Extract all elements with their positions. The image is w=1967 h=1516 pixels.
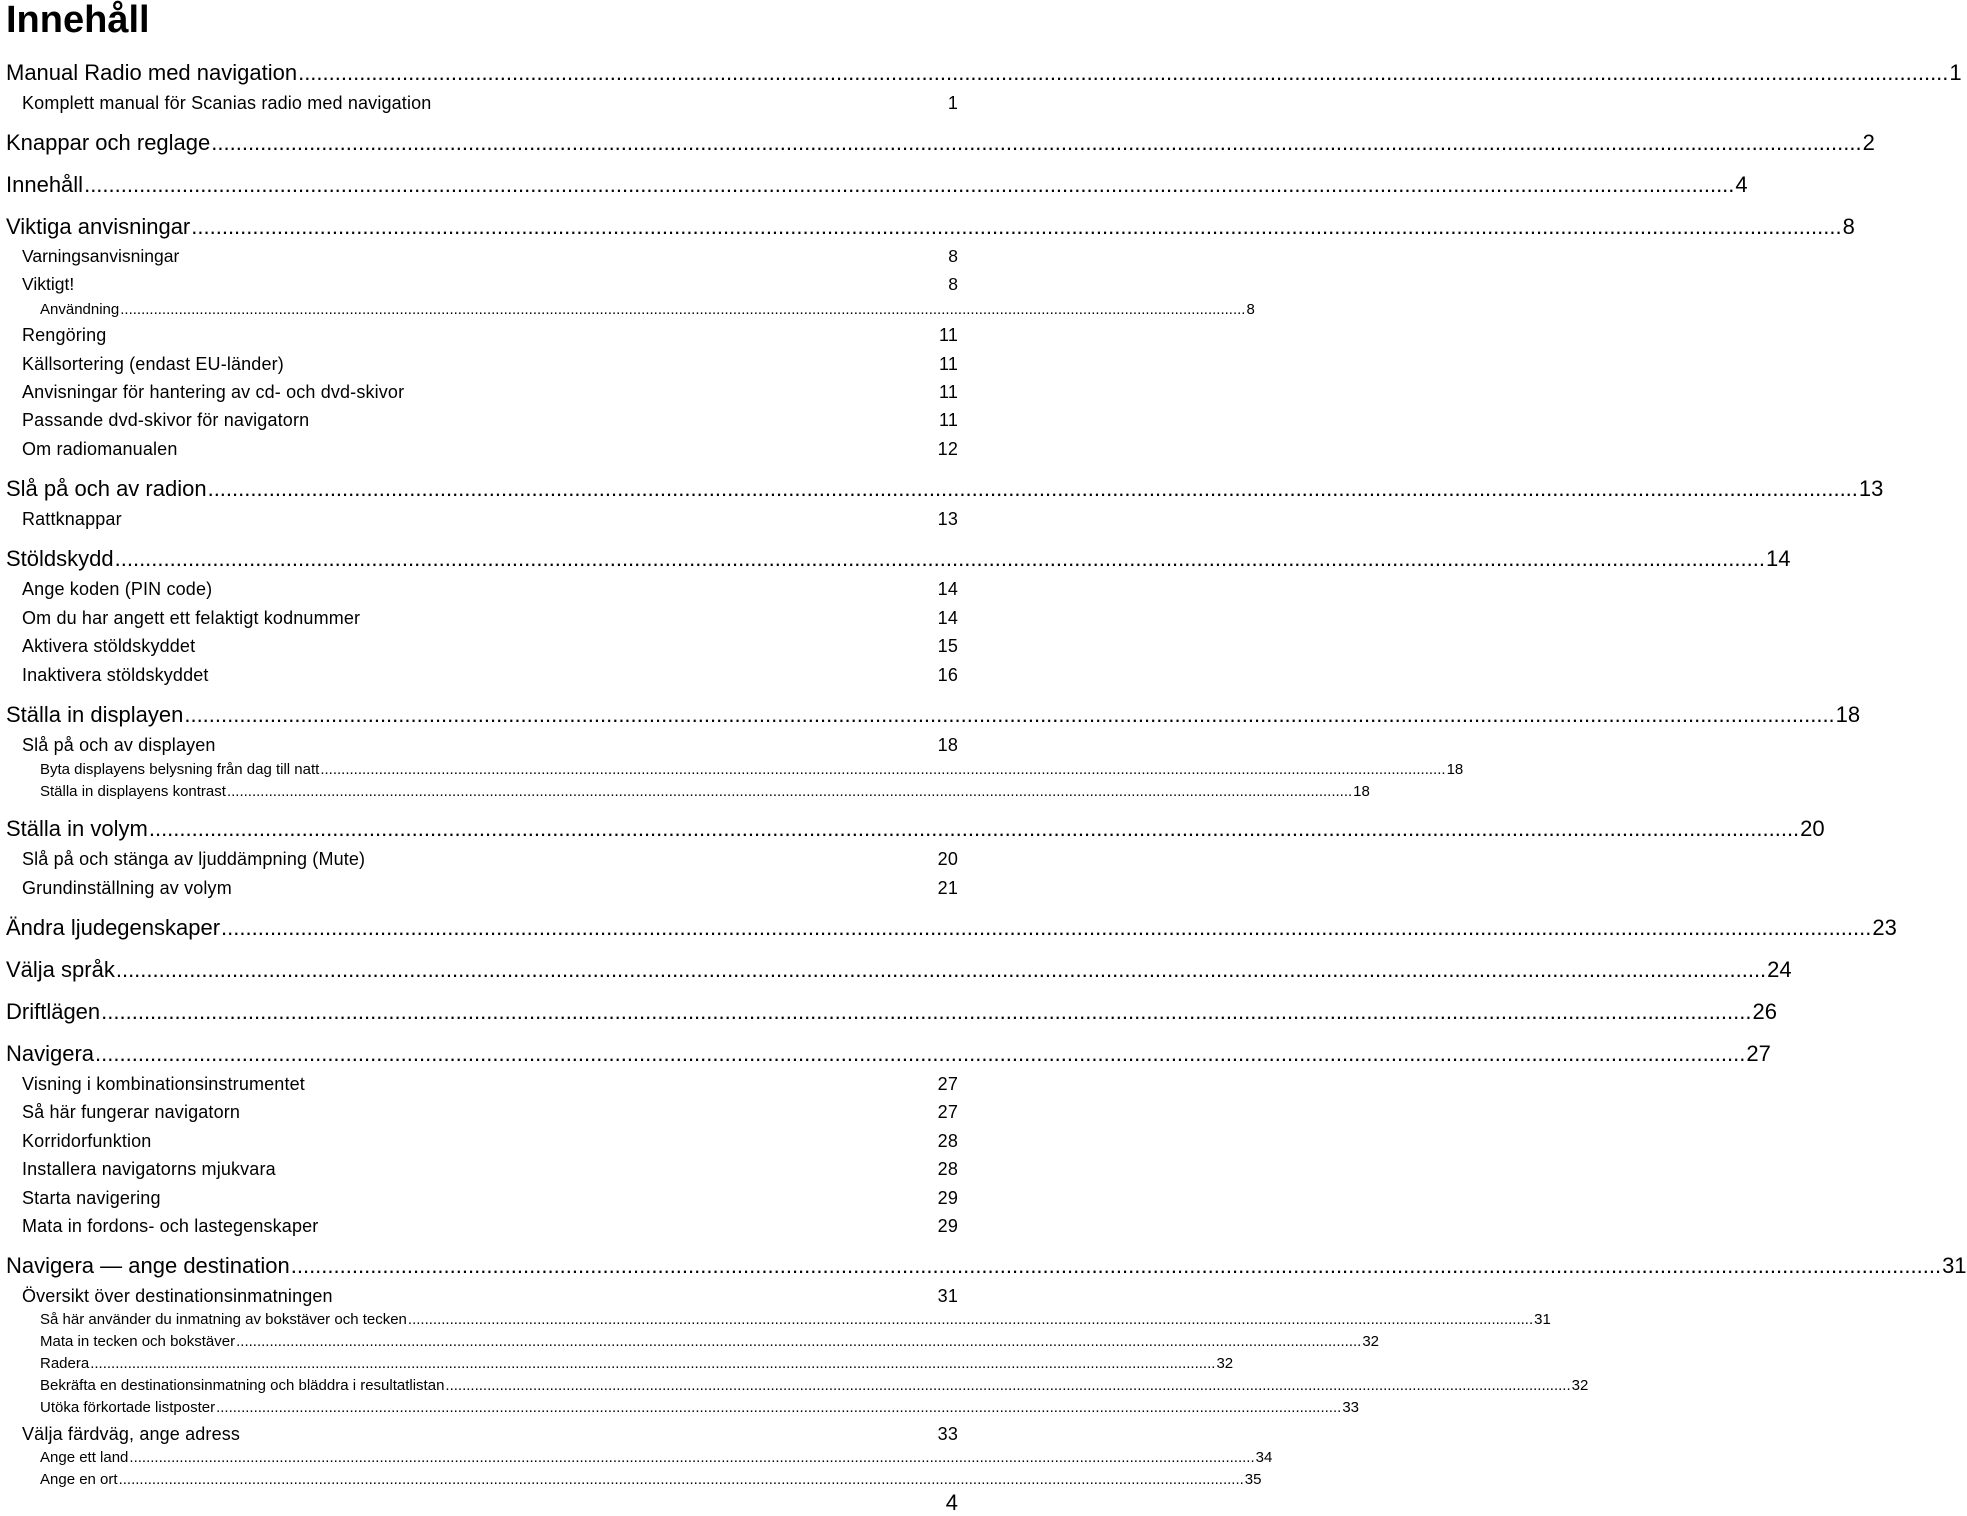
- toc-entry-page: 31: [1534, 1311, 1551, 1328]
- toc-entry-label: Ange koden (PIN code): [22, 579, 213, 599]
- toc-entry-label: Grundinställning av volym: [22, 878, 232, 898]
- toc-entry-label: Innehåll: [6, 172, 84, 197]
- toc-entry-label: Så här fungerar navigatorn: [22, 1102, 241, 1122]
- toc-entry-label: Om du har angett ett felaktigt kodnummer: [22, 608, 361, 628]
- page-title: Innehåll: [6, 0, 150, 41]
- toc-entry-label: Anvisningar för hantering av cd- och dvd-skivor: [22, 382, 405, 402]
- toc-entry-page: 8: [948, 274, 958, 294]
- toc-entry-page: 11: [939, 382, 958, 402]
- toc-entry[interactable]: [22, 875, 958, 899]
- toc-entry-page: 11: [939, 325, 958, 345]
- toc-entry[interactable]: [6, 58, 1962, 86]
- toc-entry-label: Ställa in volym: [6, 816, 148, 841]
- toc-entry-page: 4: [1735, 172, 1748, 197]
- toc-entry-label: Varningsanvisningar: [22, 246, 180, 266]
- toc-entry-label: Stöldskydd: [6, 546, 114, 571]
- toc-entry[interactable]: [40, 1468, 1262, 1488]
- toc-entry-leader: ..............................................................................................................................................................................................................................................................................: [207, 476, 1858, 501]
- toc-entry-label: Driftlägen: [6, 999, 101, 1024]
- toc-entry[interactable]: [40, 1396, 1359, 1416]
- toc-entry-label: Viktiga anvisningar: [6, 214, 191, 239]
- toc-entry-page: 31: [1942, 1253, 1967, 1278]
- toc-entry[interactable]: [22, 436, 958, 460]
- toc-entry-label: Rattknappar: [22, 509, 122, 529]
- toc-entry-page: 1: [947, 93, 958, 113]
- toc-entry-page: 14: [937, 579, 958, 599]
- toc-entry-page: 28: [937, 1131, 958, 1151]
- toc-entry[interactable]: [22, 846, 958, 870]
- toc-entry-page: 33: [937, 1424, 958, 1444]
- toc-entry[interactable]: [40, 298, 1255, 318]
- toc-entry[interactable]: [22, 1071, 958, 1095]
- toc-entry-leader: ..............................................................................................................................................................................................................................................................................: [95, 1041, 1746, 1066]
- toc-entry-page: 11: [939, 410, 958, 430]
- toc-entry-label: Installera navigatorns mjukvara: [22, 1159, 276, 1179]
- toc-entry-label: Manual Radio med navigation: [6, 60, 298, 85]
- toc-entry[interactable]: [40, 780, 1370, 800]
- toc-entry-label: Korridorfunktion: [22, 1131, 152, 1151]
- toc-entry-leader: ..............................................................................................................................................................................................................................................................................: [445, 1377, 1571, 1394]
- toc-entry[interactable]: [40, 1308, 1551, 1328]
- toc-entry[interactable]: [22, 1128, 958, 1152]
- toc-entry-page: 23: [1872, 915, 1897, 940]
- toc-entry[interactable]: [22, 1283, 958, 1307]
- toc-entry[interactable]: [22, 732, 958, 756]
- toc-entry[interactable]: [6, 212, 1855, 240]
- toc-entry-leader: ..............................................................................................................................................................................................................................................................................: [221, 915, 1872, 940]
- toc-entry-label: Mata in fordons- och lastegenskaper: [22, 1216, 319, 1236]
- toc-entry-label: Navigera: [6, 1041, 95, 1066]
- toc-entry-label: Ställa in displayen: [6, 702, 184, 727]
- toc-entry[interactable]: [40, 1352, 1234, 1372]
- toc-entry-label: Bekräfta en destinationsinmatning och bläddra i resultatlistan: [40, 1377, 445, 1394]
- toc-entry-page: 29: [937, 1188, 958, 1208]
- toc-entry-label: Navigera — ange destination: [6, 1253, 290, 1278]
- toc-entry-leader: ..............................................................................................................................................................................................................................................................................: [290, 1253, 1942, 1278]
- toc-entry[interactable]: [22, 90, 958, 114]
- toc-entry-page: 18: [937, 735, 958, 755]
- toc-entry-label: Ställa in displayens kontrast: [40, 783, 226, 800]
- toc-entry[interactable]: [6, 474, 1884, 502]
- toc-entry-page: 18: [1446, 761, 1464, 778]
- toc-entry-page: 15: [937, 636, 958, 656]
- toc-entry-label: Slå på och av radion: [6, 476, 207, 501]
- toc-entry-leader: ..............................................................................................................................................................................................................................................................................: [216, 1399, 1342, 1416]
- toc-entry[interactable]: [22, 322, 958, 346]
- toc-entry[interactable]: [6, 955, 1792, 983]
- toc-entry[interactable]: [22, 576, 958, 600]
- toc-entry-leader: ..............................................................................................................................................................................................................................................................................: [114, 546, 1765, 571]
- toc-entry-label: Välja språk: [6, 957, 115, 982]
- toc-entry-label: Ange ett land: [40, 1449, 129, 1466]
- toc-entry-leader: ..............................................................................................................................................................................................................................................................................: [226, 783, 1353, 800]
- toc-entry-page: 18: [1353, 783, 1370, 800]
- toc-entry-page: 32: [1571, 1377, 1589, 1394]
- page-number: 4: [945, 1490, 958, 1515]
- toc-entry-leader: ..............................................................................................................................................................................................................................................................................: [236, 1333, 1362, 1350]
- toc-entry-label: Knappar och reglage: [6, 130, 211, 155]
- toc-entry-label: Översikt över destinationsinmatningen: [22, 1286, 333, 1306]
- toc-entry[interactable]: [22, 273, 958, 295]
- toc-entry-leader: ..............................................................................................................................................................................................................................................................................: [407, 1311, 1534, 1328]
- toc-entry-page: 8: [1246, 301, 1255, 318]
- toc-entry-page: 14: [937, 608, 958, 628]
- toc-entry-page: 32: [1362, 1333, 1380, 1350]
- toc-entry-leader: ..............................................................................................................................................................................................................................................................................: [320, 761, 1446, 778]
- toc-entry-label: Visning i kombinationsinstrumentet: [22, 1074, 305, 1094]
- toc-entry-page: 35: [1244, 1471, 1262, 1488]
- toc-entry[interactable]: [6, 997, 1777, 1025]
- toc-entry-page: 27: [937, 1074, 958, 1094]
- toc-entry-label: Mata in tecken och bokstäver: [40, 1333, 236, 1350]
- toc-entry[interactable]: [22, 1421, 958, 1445]
- toc-entry-label: Inaktivera stöldskyddet: [22, 665, 209, 685]
- toc-entry[interactable]: [6, 913, 1897, 941]
- toc-entry-page: 31: [937, 1286, 958, 1306]
- toc-entry-page: 28: [937, 1159, 958, 1179]
- toc-entry-page: 27: [937, 1102, 958, 1122]
- toc-entry-label: Ändra ljudegenskaper: [6, 915, 221, 940]
- toc-entry-page: 32: [1216, 1355, 1234, 1372]
- toc-entry-leader: ..............................................................................................................................................................................................................................................................................: [298, 60, 1949, 85]
- toc-entry-label: Slå på och av displayen: [22, 735, 216, 755]
- toc-entry[interactable]: [40, 758, 1464, 778]
- toc-entry[interactable]: [6, 700, 1861, 728]
- toc-entry-page: 11: [939, 354, 958, 374]
- toc-entry-leader: ..............................................................................................................................................................................................................................................................................: [211, 130, 1862, 155]
- toc-entry[interactable]: [6, 544, 1791, 572]
- toc-entry-leader: ..............................................................................................................................................................................................................................................................................: [115, 957, 1767, 982]
- toc-entry-page: 26: [1752, 999, 1777, 1024]
- toc-entry-page: 20: [1800, 816, 1825, 841]
- toc-entry-label: Användning: [40, 301, 120, 318]
- toc-entry[interactable]: [22, 605, 958, 629]
- toc-entry-label: Passande dvd-skivor för navigatorn: [22, 410, 310, 430]
- toc-entry-label: Viktigt!: [22, 274, 75, 294]
- toc-entry-label: Starta navigering: [22, 1188, 161, 1208]
- toc-entry-page: 29: [937, 1216, 958, 1236]
- toc-entry-page: 20: [937, 849, 958, 869]
- toc-entry-leader: ..............................................................................................................................................................................................................................................................................: [118, 1471, 1244, 1488]
- toc-entry-label: Utöka förkortade listposter: [40, 1399, 216, 1416]
- toc-entry-label: Rengöring: [22, 325, 107, 345]
- toc-entry[interactable]: [22, 633, 958, 657]
- toc-entry-page: 33: [1342, 1399, 1359, 1416]
- toc-entry[interactable]: [22, 379, 958, 403]
- toc-entry[interactable]: [22, 351, 958, 375]
- toc-entry-leader: ..............................................................................................................................................................................................................................................................................: [129, 1449, 1255, 1466]
- toc-entry[interactable]: [22, 1185, 958, 1209]
- toc-entry[interactable]: [40, 1374, 1589, 1394]
- toc-entry-label: Välja färdväg, ange adress: [22, 1424, 241, 1444]
- toc-entry-leader: ..............................................................................................................................................................................................................................................................................: [184, 702, 1835, 727]
- toc-entry-leader: ..............................................................................................................................................................................................................................................................................: [191, 214, 1842, 239]
- toc-entry-page: 12: [937, 439, 958, 459]
- toc-entry-page: 13: [937, 509, 958, 529]
- toc-entry[interactable]: [6, 1251, 1967, 1279]
- toc-entry[interactable]: [6, 128, 1875, 156]
- toc-entry-page: 18: [1835, 702, 1861, 727]
- toc-entry-page: 14: [1765, 546, 1791, 571]
- toc-entry-leader: ..............................................................................................................................................................................................................................................................................: [90, 1355, 1216, 1372]
- toc-entry-page: 13: [1858, 476, 1884, 501]
- toc-entry[interactable]: [22, 1213, 958, 1237]
- toc-entry[interactable]: [22, 1099, 958, 1123]
- toc-entry-label: Slå på och stänga av ljuddämpning (Mute): [22, 849, 366, 869]
- toc-entry-page: 16: [937, 665, 958, 685]
- toc-entry-label: Byta displayens belysning från dag till natt: [40, 761, 320, 778]
- toc-entry-page: 27: [1746, 1041, 1771, 1066]
- toc-entry[interactable]: [22, 1156, 958, 1180]
- toc-entry[interactable]: [40, 1446, 1273, 1466]
- toc-entry-page: 2: [1862, 130, 1875, 155]
- toc-entry-leader: ..............................................................................................................................................................................................................................................................................: [84, 172, 1735, 197]
- toc-entry-leader: ..............................................................................................................................................................................................................................................................................: [101, 999, 1752, 1024]
- toc-entry[interactable]: [22, 506, 958, 530]
- toc-entry[interactable]: [6, 1039, 1771, 1067]
- toc-entry-page: 8: [1842, 214, 1855, 239]
- toc-entry-leader: ..............................................................................................................................................................................................................................................................................: [148, 816, 1800, 841]
- toc-entry-label: Radera: [40, 1355, 90, 1372]
- toc-entry-label: Om radiomanualen: [22, 439, 178, 459]
- toc-entry-page: 1: [1949, 60, 1962, 85]
- toc-entry-label: Så här använder du inmatning av bokstäver och tecken: [40, 1311, 407, 1328]
- toc-entry[interactable]: [22, 245, 958, 267]
- toc-entry-page: 21: [937, 878, 958, 898]
- toc-entry[interactable]: [40, 1330, 1380, 1350]
- toc-entry-label: Komplett manual för Scanias radio med navigation: [22, 93, 432, 113]
- toc-entry-label: Ange en ort: [40, 1471, 118, 1488]
- toc-entry-page: 34: [1255, 1449, 1273, 1466]
- toc-entry-label: Källsortering (endast EU-länder): [22, 354, 284, 374]
- toc-entry[interactable]: [6, 170, 1748, 198]
- toc-entry[interactable]: [22, 662, 958, 686]
- toc-entry[interactable]: [6, 814, 1825, 842]
- toc-entry-leader: ..............................................................................................................................................................................................................................................................................: [120, 301, 1246, 318]
- toc-entry-page: 8: [948, 246, 958, 266]
- toc-entry[interactable]: [22, 407, 958, 431]
- toc-entry-label: Aktivera stöldskyddet: [22, 636, 196, 656]
- toc-entry-page: 24: [1767, 957, 1792, 982]
